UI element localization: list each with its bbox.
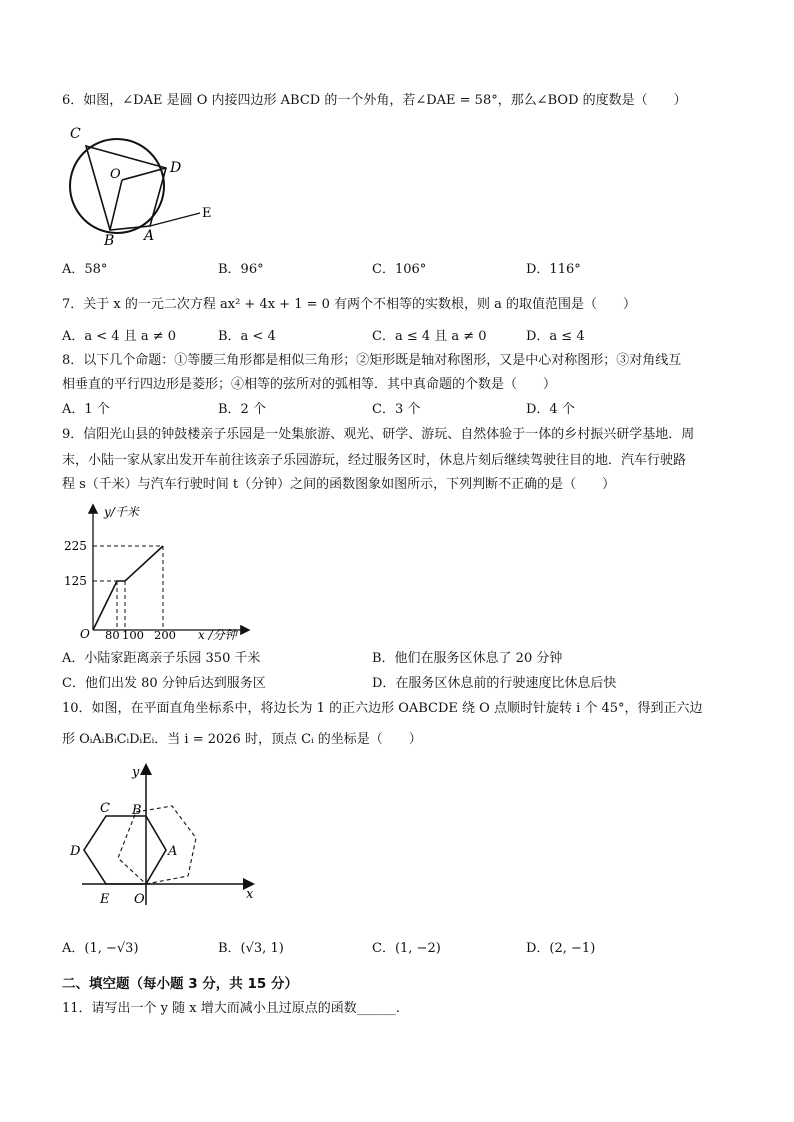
extension-ae <box>150 213 200 226</box>
q6-stem: 6．如图，∠DAE 是圆 O 内接四边形 ABCD 的一个外角，若∠DAE = 58°，那么∠BOD 的度数是（ ） <box>62 93 687 108</box>
label-o: O <box>134 892 145 907</box>
rotated-hexagon <box>118 806 196 884</box>
label-o: O <box>110 167 121 182</box>
q9-distance-time-graph <box>62 500 262 645</box>
label-c: C <box>70 126 81 142</box>
q10-line1: 10．如图，在平面直角坐标系中，将边长为 1 的正六边形 OABCDE 绕 O 点顺时针旋转 i 个 45°，得到正六边 <box>62 701 703 716</box>
radius-ob <box>110 180 122 230</box>
q7-option-b[interactable]: B．a < 4 <box>218 329 276 344</box>
q7-option-a[interactable]: A．a < 4 且 a ≠ 0 <box>62 329 177 344</box>
q9-option-a[interactable]: A．小陆家距离亲子乐园 350 千米 <box>62 651 261 666</box>
section2-heading: 二、填空题（每小题 3 分，共 15 分） <box>62 976 298 992</box>
radius-od <box>122 168 166 180</box>
q7-stem: 7．关于 x 的一元二次方程 ax² + 4x + 1 = 0 有两个不相等的实数根，则 a 的取值范围是（ ） <box>62 297 637 312</box>
q10-line2: 形 OᵢAᵢBᵢCᵢDᵢEᵢ．当 i = 2026 时，顶点 Cᵢ 的坐标是（ ） <box>62 732 422 747</box>
q10-option-c[interactable]: C．(1, −2) <box>372 941 441 956</box>
q9-line3: 程 s（千米）与汽车行驶时间 t（分钟）之间的函数图象如图所示，下列判断不正确的是（ ） <box>62 477 616 492</box>
q7-option-c[interactable]: C．a ≤ 4 且 a ≠ 0 <box>372 329 487 344</box>
q10-option-d[interactable]: D．(2, −1) <box>526 941 596 956</box>
graph-xlabel: x /分钟 <box>198 628 237 642</box>
label-c: C <box>100 801 110 816</box>
q9-option-d[interactable]: D．在服务区休息前的行驶速度比休息后快 <box>372 676 617 691</box>
q10-option-b[interactable]: B．(√3, 1) <box>218 941 284 956</box>
label-d: D <box>170 160 182 176</box>
q10-option-a[interactable]: A．(1, −√3) <box>62 941 139 956</box>
q9-line2: 末，小陆一家从家出发开车前往该亲子乐园游玩，经过服务区时，休息片刻后继续驾驶往目的地．汽车行驶路 <box>62 453 687 468</box>
q8-line2: 相垂直的平行四边形是菱形；④相等的弦所对的弧相等．其中真命题的个数是（ ） <box>62 377 557 392</box>
graph-origin: O <box>80 627 90 641</box>
q6-circle-figure <box>62 118 222 250</box>
q6-option-d[interactable]: D．116° <box>526 262 581 277</box>
q11-stem: 11．请写出一个 y 随 x 增大而减小且过原点的函数______. <box>62 1001 400 1016</box>
q8-option-b[interactable]: B．2 个 <box>218 402 266 417</box>
q8-option-c[interactable]: C．3 个 <box>372 402 421 417</box>
distance-time-line <box>93 546 163 630</box>
q6-option-c[interactable]: C．106° <box>372 262 427 277</box>
q9-option-c[interactable]: C．他们出发 80 分钟后达到服务区 <box>62 676 266 691</box>
xtick-80: 80 <box>105 628 120 642</box>
label-y: y <box>132 765 140 780</box>
q9-line1: 9．信阳光山县的钟鼓楼亲子乐园是一处集旅游、观光、研学、游玩、自然体验于一体的乡村振兴研学基地．周 <box>62 427 695 442</box>
label-b: B <box>104 233 115 249</box>
label-e: E <box>100 892 110 907</box>
q6-option-b[interactable]: B．96° <box>218 262 264 277</box>
q7-option-d[interactable]: D．a ≤ 4 <box>526 329 585 344</box>
label-e: E <box>202 206 212 221</box>
label-d: D <box>70 844 81 859</box>
q10-hexagon-figure <box>62 760 262 910</box>
graph-ylabel: y/千米 <box>104 505 139 519</box>
q6-option-a[interactable]: A．58° <box>62 262 108 277</box>
q8-option-a[interactable]: A．1 个 <box>62 402 110 417</box>
label-a: A <box>144 228 155 244</box>
hexagon-oabcde <box>84 816 166 884</box>
q8-option-d[interactable]: D．4 个 <box>526 402 575 417</box>
label-x: x <box>246 887 254 902</box>
q8-line1: 8．以下几个命题：①等腰三角形都是相似三角形；②矩形既是轴对称图形，又是中心对称图形；③对角线互 <box>62 353 682 368</box>
label-a: A <box>168 844 178 859</box>
ytick-225: 225 <box>64 539 87 553</box>
ytick-125: 125 <box>64 574 87 588</box>
xtick-100: 100 <box>122 628 144 642</box>
circle-o <box>70 139 164 233</box>
label-b: B <box>132 803 142 818</box>
xtick-200: 200 <box>154 628 176 642</box>
q9-option-b[interactable]: B．他们在服务区休息了 20 分钟 <box>372 651 563 666</box>
